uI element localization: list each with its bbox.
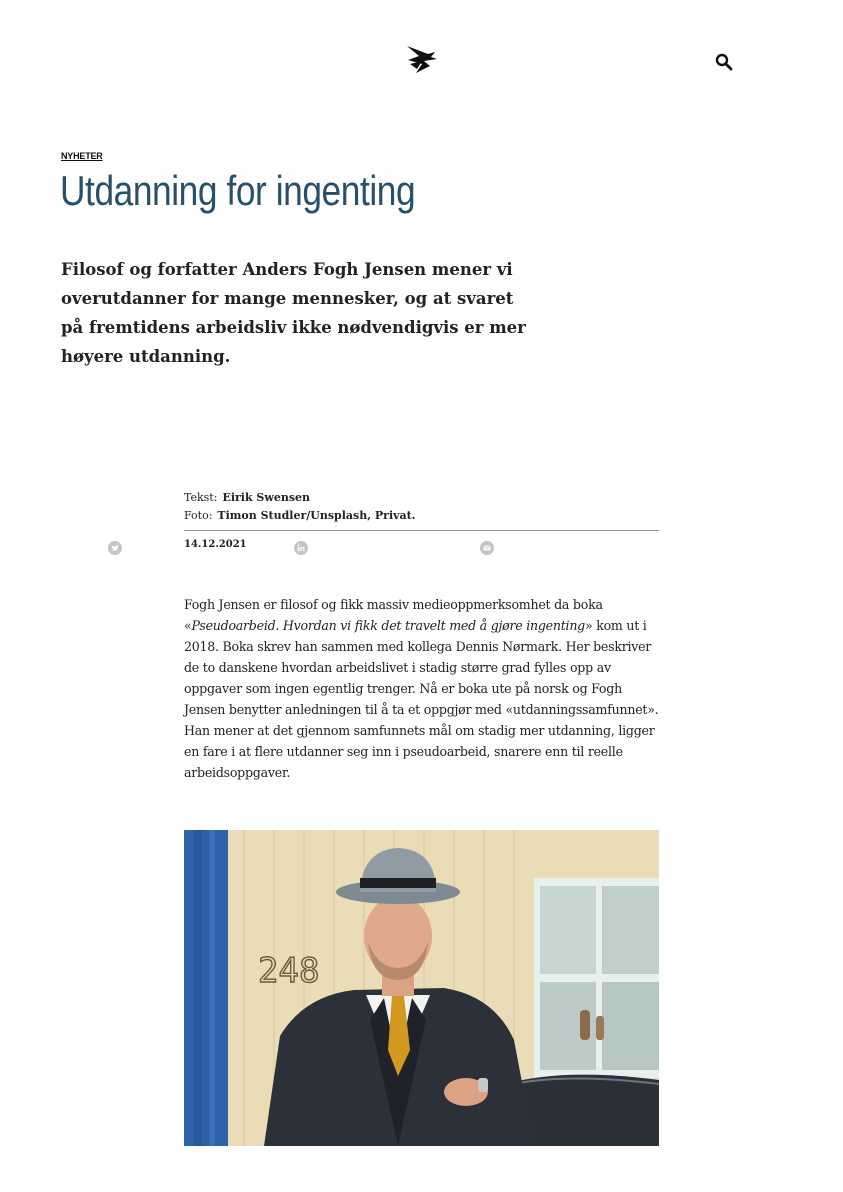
svg-text:248: 248: [258, 951, 320, 991]
bird-logo-icon[interactable]: [404, 42, 438, 76]
category-link[interactable]: NYHETER: [61, 151, 103, 161]
book-title: Pseudoarbeid. Hvordan vi fikk det travelt med å gjøre ingenting: [191, 618, 585, 633]
byline-text-row: [184, 489, 659, 507]
body-text-segment: » kom ut i 2018. Boka skrev han sammen med kollega Dennis Nørmark. Her beskriver de to danskene hvordan arbeidslivet i stadig større grad fylles opp av oppgaver som ingen egentlig trenger. Nå er boka ute på norsk og Fogh Jensen benytter anledningen til å ta et oppgjør med «utdanningssamfunnet». Han mener at det gjennom samfunnets mål om stadig mer utdanning, ligger en fare i at flere utdanner seg inn i pseudoarbeid, snarere enn til reelle arbeidsoppgaver.: [184, 618, 659, 780]
byline-divider: [184, 530, 659, 531]
byline-photo-row: [184, 507, 659, 525]
article-title: Utdanning for ingenting: [60, 167, 416, 214]
publish-date: 14.12.2021: [184, 539, 247, 550]
twitter-icon[interactable]: [108, 541, 122, 555]
article-photo: [184, 830, 659, 1146]
byline: [184, 489, 659, 525]
article-body-paragraph: [184, 594, 664, 783]
email-icon[interactable]: [480, 541, 494, 555]
byline-photo-label: Foto:: [184, 509, 213, 522]
body-text-segment: Fogh Jensen er filosof og fikk massiv medieoppmerksomhet da boka «: [184, 597, 603, 633]
byline-text-label: Tekst:: [184, 491, 218, 504]
search-icon[interactable]: [715, 53, 733, 71]
linkedin-icon[interactable]: [294, 541, 308, 555]
byline-author: Eirik Swensen: [222, 491, 311, 504]
byline-photo-credit: Timon Studler/Unsplash, Privat.: [217, 509, 416, 522]
article-lede: Filosof og forfatter Anders Fogh Jensen mener vi overutdanner for mange mennesker, og at svaret på fremtidens arbeidsliv ikke nødvendigvis er mer høyere utdanning.: [61, 260, 526, 366]
